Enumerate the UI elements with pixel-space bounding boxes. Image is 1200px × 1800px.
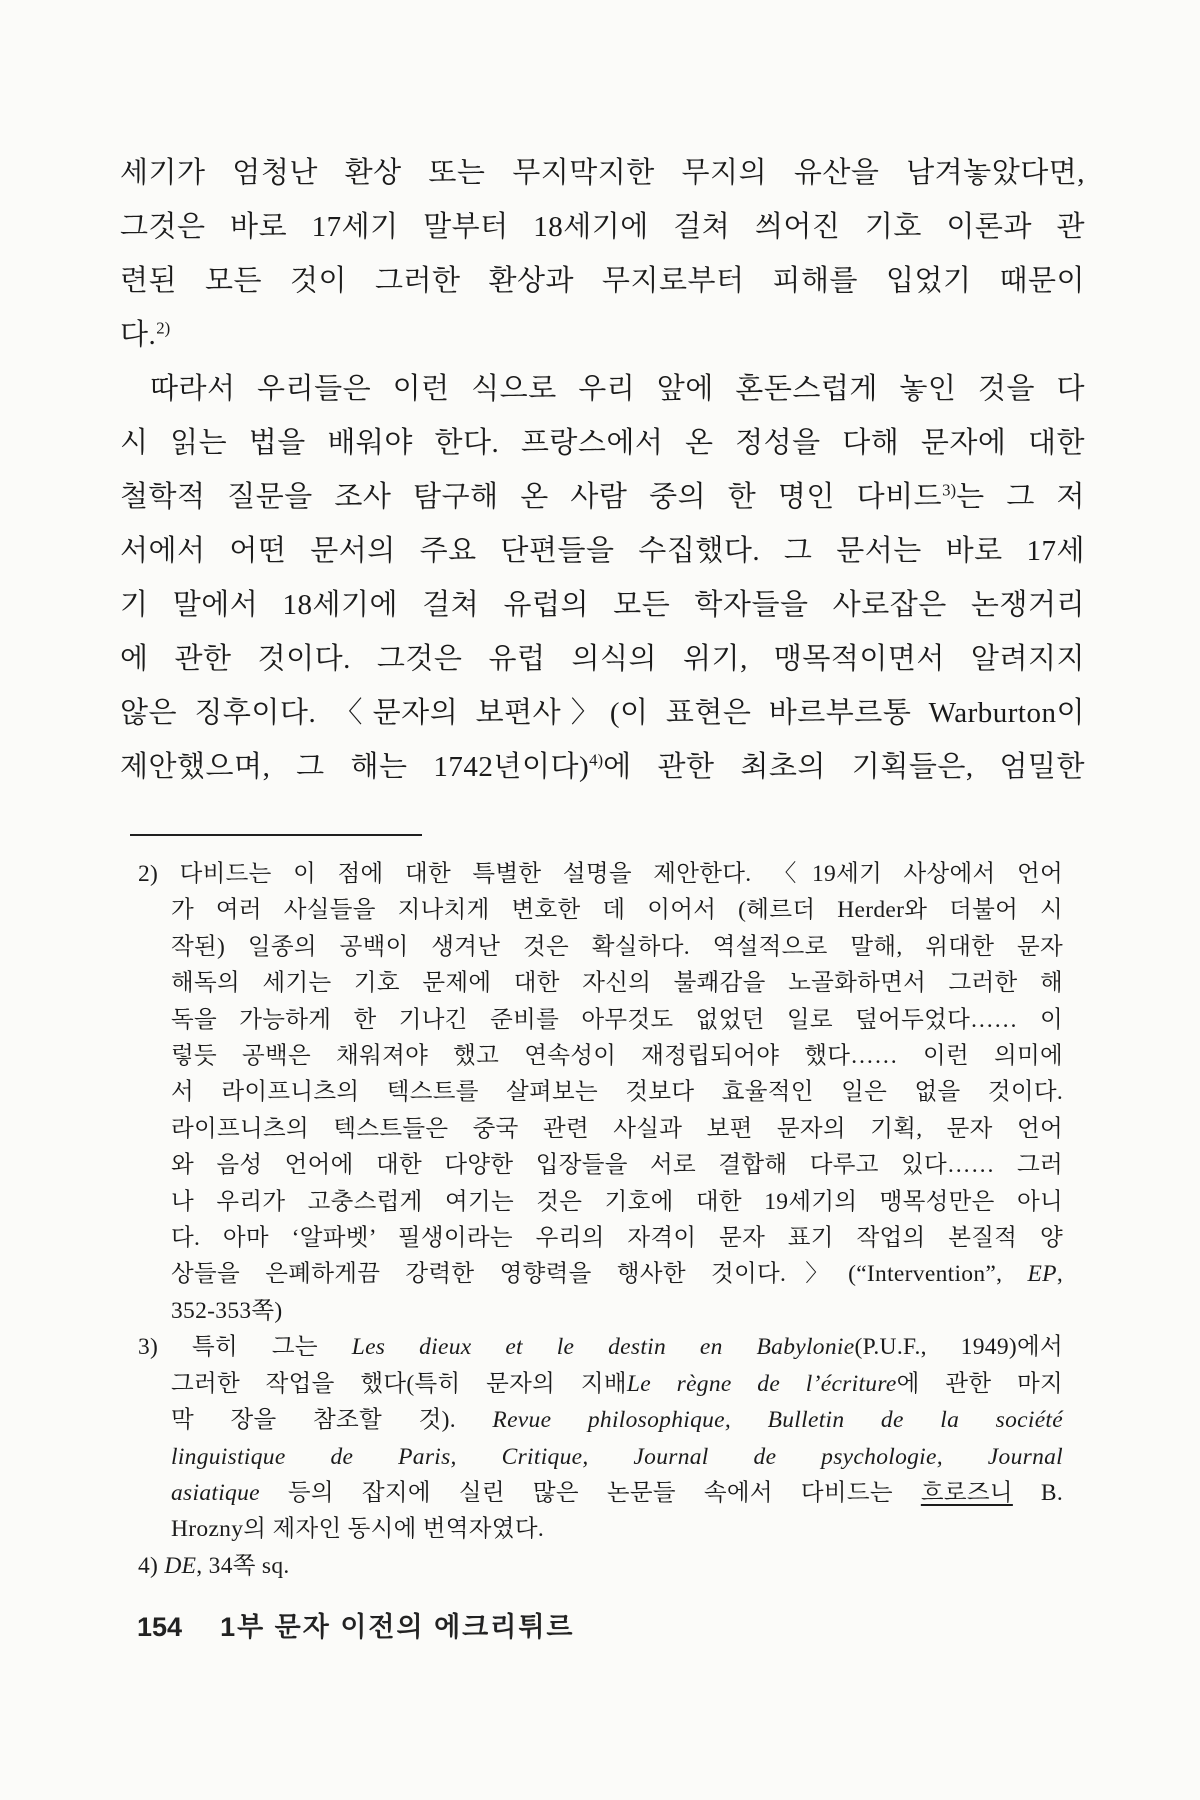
text-segment: 서에서 어떤 문서의 주요 단편들을 수집했다. 그 문서는 바로 17세 xyxy=(120,535,1085,567)
text-segment: (P.U.F., 1949)에서 xyxy=(854,1334,1063,1361)
text-segment: , 34쪽 sq. xyxy=(196,1552,290,1579)
text-line xyxy=(138,1256,1063,1292)
text-line xyxy=(138,1147,1063,1183)
text-segment: 철학적 질문을 조사 탐구해 온 사람 중의 한 명인 다비드 xyxy=(120,481,943,513)
footnote-marker: 3) xyxy=(942,480,957,500)
text-segment: Hrozny의 제자인 동시에 번역자였다. xyxy=(171,1516,544,1543)
text-segment: 않은 징후이다. 〈문자의 보편사〉(이 표현은 바르부르통 Warburton이 xyxy=(120,697,1085,729)
main-text-block xyxy=(120,146,1085,794)
text-segment: 제안했으며, 그 해는 1742년이다) xyxy=(120,751,590,783)
text-segment: linguistique de Paris, Critique, Journal de psychologie, Journal xyxy=(171,1443,1063,1470)
text-line xyxy=(120,308,1085,362)
text-segment: 3) 특히 그는 xyxy=(138,1334,352,1361)
text-segment: 막 장을 참조할 것). xyxy=(171,1407,493,1434)
text-segment: 에 관한 마지 xyxy=(896,1370,1063,1397)
text-segment: 다. xyxy=(120,319,157,351)
text-line xyxy=(138,1329,1063,1365)
text-line xyxy=(138,1439,1063,1475)
text-segment: 에 관한 최초의 기획들은, 엄밀한 xyxy=(603,751,1086,783)
text-segment: EP xyxy=(1027,1261,1057,1288)
text-line xyxy=(120,524,1085,578)
text-segment: 는 그 저 xyxy=(956,481,1085,513)
text-line xyxy=(120,470,1085,524)
text-line xyxy=(120,686,1085,740)
text-segment: 렇듯 공백은 채워져야 했고 연속성이 재정립되어야 했다…… 이런 의미에 xyxy=(171,1043,1063,1070)
text-segment: , xyxy=(1056,1261,1063,1288)
footnote-marker: 2) xyxy=(156,318,171,338)
text-line xyxy=(138,1074,1063,1110)
text-segment: Les dieux et le destin en Babylonie xyxy=(351,1334,855,1361)
text-segment: 와 음성 언어에 대한 다양한 입장들을 서로 결합해 다루고 있다…… 그러 xyxy=(171,1152,1063,1179)
text-line xyxy=(138,1475,1063,1511)
text-segment: 352-353쪽) xyxy=(171,1297,283,1324)
text-segment: 세기가 엄청난 환상 또는 무지막지한 무지의 유산을 남겨놓았다면, xyxy=(120,157,1085,189)
footnote-4 xyxy=(138,1548,1063,1584)
text-line xyxy=(138,1402,1063,1438)
text-segment: 다. 아마 ‘알파벳’ 필생이라는 우리의 자격이 문자 표기 작업의 본질적 양 xyxy=(171,1225,1063,1252)
footnote-3 xyxy=(138,1329,1063,1547)
text-line xyxy=(138,965,1063,1001)
text-segment: 상들을 은폐하게끔 강력한 영향력을 행사한 것이다.〉(“Intervention”, xyxy=(171,1261,1028,1288)
text-segment: B. xyxy=(1012,1479,1064,1506)
text-line xyxy=(138,1293,1063,1329)
text-segment: 라이프니츠의 텍스트들은 중국 관련 사실과 보편 문자의 기획, 문자 언어 xyxy=(171,1115,1063,1142)
text-segment: 2) 다비드는 이 점에 대한 특별한 설명을 제안한다. 〈19세기 사상에서 언어 xyxy=(138,861,1063,887)
text-line xyxy=(138,1511,1063,1547)
text-line xyxy=(138,1220,1063,1256)
text-segment: DE xyxy=(164,1552,197,1579)
text-line xyxy=(138,892,1063,928)
text-segment: 등의 잡지에 실린 많은 논문들 속에서 다비드는 xyxy=(259,1479,921,1506)
text-segment: 흐로즈니 xyxy=(920,1479,1013,1506)
text-segment: 4) xyxy=(138,1552,165,1579)
text-line xyxy=(120,740,1085,794)
text-segment: 기 말에서 18세기에 걸쳐 유럽의 모든 학자들을 사로잡은 논쟁거리 xyxy=(120,589,1085,621)
text-line xyxy=(138,1184,1063,1220)
text-line xyxy=(120,200,1085,254)
page-number: 154 xyxy=(137,1612,183,1642)
text-segment: asiatique xyxy=(171,1479,260,1506)
text-segment: Le règne de l’écriture xyxy=(626,1370,897,1397)
text-line xyxy=(120,362,1085,416)
text-line xyxy=(120,632,1085,686)
footnotes-block xyxy=(138,856,1063,1584)
text-segment: 나 우리가 고충스럽게 여기는 것은 기호에 대한 19세기의 맹목성만은 아니 xyxy=(171,1188,1063,1215)
text-segment: 그것은 바로 17세기 말부터 18세기에 걸쳐 씌어진 기호 이론과 관 xyxy=(120,211,1085,243)
running-title: 1부 문자 이전의 에크리튀르 xyxy=(220,1612,575,1642)
text-line xyxy=(120,254,1085,308)
text-line xyxy=(138,1366,1063,1402)
text-line xyxy=(138,1548,1063,1584)
text-segment: 그러한 작업을 했다(특히 문자의 지배 xyxy=(171,1370,627,1397)
text-line xyxy=(138,1111,1063,1147)
text-line xyxy=(138,1038,1063,1074)
footnote-marker: 4) xyxy=(589,750,604,770)
text-segment: 독을 가능하게 한 기나긴 준비를 아무것도 없었던 일로 덮어두었다…… 이 xyxy=(171,1006,1063,1033)
text-segment: 작된) 일종의 공백이 생겨난 것은 확실하다. 역설적으로 말해, 위대한 문자 xyxy=(171,933,1063,960)
text-segment: 시 읽는 법을 배워야 한다. 프랑스에서 온 정성을 다해 문자에 대한 xyxy=(120,427,1085,459)
text-segment: 서 라이프니츠의 텍스트를 살펴보는 것보다 효율적인 일은 없을 것이다. xyxy=(171,1079,1063,1106)
text-line xyxy=(138,929,1063,965)
text-line xyxy=(138,856,1063,892)
text-segment: 에 관한 것이다. 그것은 유럽 의식의 위기, 맹목적이면서 알려지지 xyxy=(120,643,1085,675)
text-segment: 따라서 우리들은 이런 식으로 우리 앞에 혼돈스럽게 놓인 것을 다 xyxy=(150,373,1085,405)
text-line xyxy=(138,1002,1063,1038)
text-segment: Revue philosophique, Bulletin de la société xyxy=(492,1407,1063,1434)
text-line xyxy=(120,578,1085,632)
footnote-divider xyxy=(130,834,422,836)
text-segment: 가 여러 사실들을 지나치게 변호한 데 이어서 (헤르더 Herder와 더불어 시 xyxy=(171,897,1063,924)
text-line xyxy=(120,416,1085,470)
page-footer xyxy=(137,1605,575,1644)
footnote-2 xyxy=(138,856,1063,1329)
text-segment: 해독의 세기는 기호 문제에 대한 자신의 불쾌감을 노골화하면서 그러한 해 xyxy=(171,970,1063,997)
text-segment: 련된 모든 것이 그러한 환상과 무지로부터 피해를 입었기 때문이 xyxy=(120,265,1085,297)
text-line xyxy=(120,146,1085,200)
